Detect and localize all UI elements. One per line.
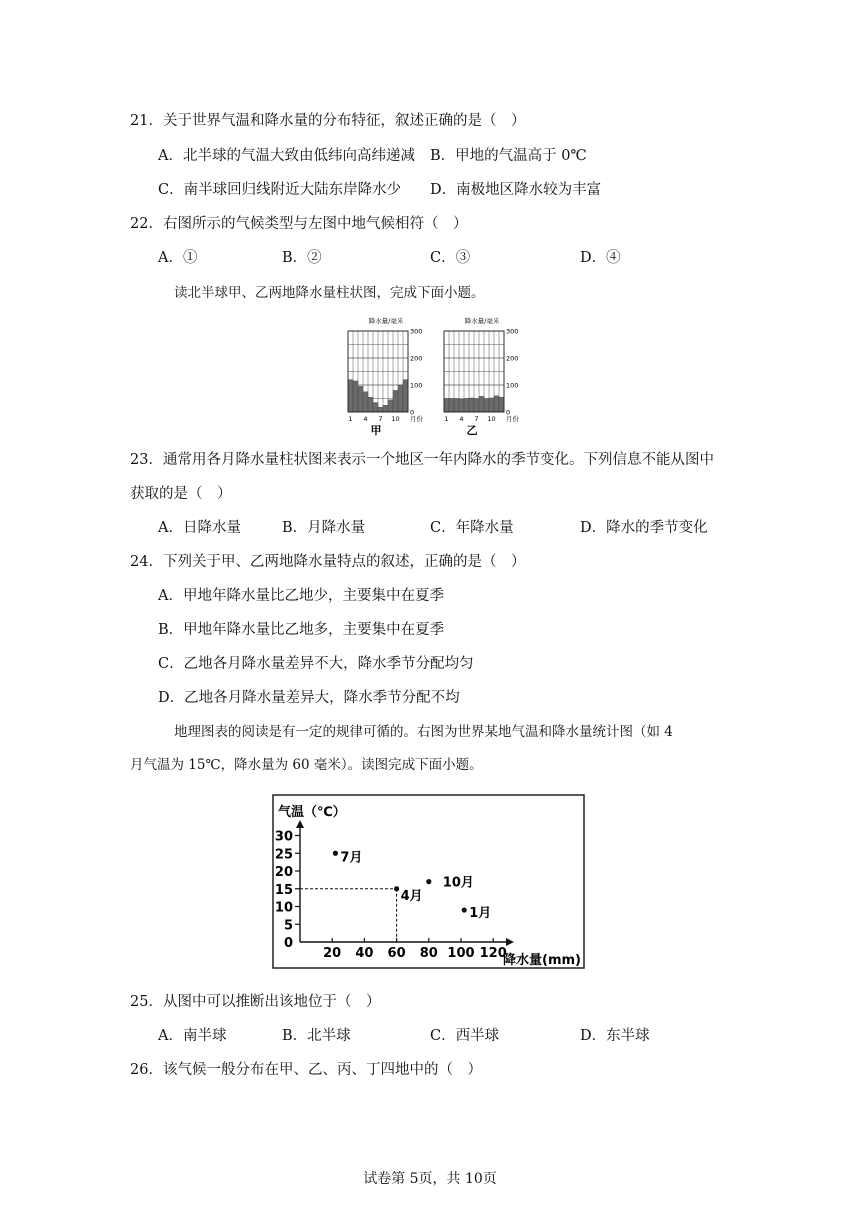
- bar-month-5: [368, 397, 373, 412]
- q23-option-b[interactable]: B．月降水量: [282, 520, 366, 536]
- bar-chart-x-tick: 4: [363, 415, 368, 423]
- scatter-y-tick: 20: [274, 865, 293, 880]
- bar-chart-x-tick: 10: [487, 415, 496, 423]
- bar-month-5: [464, 399, 469, 413]
- scatter-y-tick: 25: [274, 847, 293, 863]
- bar-chart-x-tick: 1: [348, 415, 353, 423]
- scatter-point-label: 10月: [442, 875, 474, 891]
- scatter-ylabel: 气温（℃）: [278, 805, 346, 820]
- bar-month-10: [393, 390, 398, 412]
- q22-option-d[interactable]: D．④: [580, 250, 621, 266]
- bar-chart-xlabel: 月份: [506, 415, 519, 423]
- bar-chart-jia: [348, 316, 424, 437]
- q24-option-b[interactable]: B．甲地年降水量比乙地多，主要集中在夏季: [158, 622, 445, 638]
- scatter-x-tick: 40: [355, 946, 374, 961]
- q21-option-d[interactable]: D．南极地区降水较为丰富: [430, 182, 602, 198]
- scatter-x-tick: 60: [387, 946, 406, 961]
- q25-option-d[interactable]: D．东半球: [580, 1028, 650, 1044]
- q24-option-d[interactable]: D．乙地各月降水量差异大，降水季节分配不均: [158, 690, 460, 706]
- scatter-point-1月: [462, 907, 467, 912]
- bar-month-6: [373, 403, 378, 412]
- scatter-point-10月: [426, 879, 431, 884]
- bar-month-3: [454, 399, 459, 413]
- precipitation-bar-charts: [340, 314, 540, 442]
- bar-chart-y-tick: 0: [410, 408, 415, 417]
- bar-chart-y-tick: 100: [506, 381, 519, 390]
- bar-chart-title: 甲: [370, 424, 382, 437]
- scatter-x-tick: 100: [447, 946, 475, 961]
- bar-month-4: [459, 399, 464, 412]
- bar-month-1: [444, 399, 449, 413]
- q23-stem-line1: 23．通常用各月降水量柱状图来表示一个地区一年内降水的季节变化。下列信息不能从图中: [130, 452, 714, 468]
- q22-option-a[interactable]: A．①: [158, 250, 198, 266]
- bar-month-10: [489, 398, 494, 412]
- bar-chart-x-tick: 10: [391, 415, 400, 423]
- temperature-precipitation-chart: [272, 794, 586, 970]
- bar-chart-x-tick: 1: [444, 415, 449, 423]
- bar-month-1: [348, 380, 353, 412]
- bar-chart-x-tick: 7: [474, 415, 479, 423]
- q21-option-c[interactable]: C．南半球回归线附近大陆东岸降水少: [158, 182, 402, 198]
- bar-chart-y-tick: 200: [506, 354, 519, 363]
- bar-chart-x-tick: 4: [459, 415, 464, 423]
- bar-month-11: [494, 396, 499, 412]
- bar-chart-y-tick: 0: [506, 408, 511, 417]
- q25-option-b[interactable]: B．北半球: [282, 1028, 351, 1044]
- bar-chart-ylabel: 降水量/毫米: [368, 317, 404, 325]
- scatter-y-tick: 0: [283, 936, 293, 951]
- q25-stem: 25．从图中可以推断出该地位于（ ）: [130, 994, 381, 1010]
- bar-chart-xlabel: 月份: [410, 415, 423, 423]
- intro-scatter-line1: 地理图表的阅读是有一定的规律可循的。右图为世界某地气温和降水量统计图（如 4: [174, 724, 673, 740]
- bar-chart-y-tick: 300: [506, 327, 519, 336]
- q24-option-a[interactable]: A．甲地年降水量比乙地少，主要集中在夏季: [158, 588, 444, 604]
- bar-chart-title: 乙: [466, 424, 478, 437]
- q23-option-a[interactable]: A．日降水量: [158, 520, 241, 536]
- scatter-x-tick: 120: [479, 946, 507, 961]
- bar-month-7: [378, 407, 383, 412]
- bar-month-2: [353, 381, 358, 412]
- scatter-point-label: 7月: [340, 850, 363, 866]
- bar-chart-yi: [444, 316, 520, 437]
- q23-stem-line2: 获取的是（ ）: [130, 486, 232, 502]
- scatter-point-label: 1月: [469, 906, 492, 922]
- bar-chart-x-tick: 7: [378, 415, 383, 423]
- bar-month-12: [499, 397, 504, 412]
- bar-month-12: [403, 380, 408, 412]
- q24-stem: 24．下列关于甲、乙两地降水量特点的叙述，正确的是（ ）: [130, 554, 526, 570]
- bar-month-11: [398, 385, 403, 412]
- page-footer: 试卷第 5页，共 10页: [363, 1171, 497, 1187]
- bar-chart-y-tick: 100: [410, 381, 423, 390]
- scatter-point-4月: [394, 886, 399, 891]
- bar-month-4: [363, 392, 368, 412]
- scatter-y-tick: 5: [283, 918, 293, 934]
- q23-option-d[interactable]: D．降水的季节变化: [580, 520, 708, 536]
- intro-scatter-line2: 月气温为 15℃，降水量为 60 毫米）。读图完成下面小题。: [130, 757, 483, 773]
- scatter-x-tick: 80: [419, 946, 438, 961]
- q22-option-c[interactable]: C．③: [430, 250, 471, 266]
- scatter-point-7月: [333, 851, 338, 856]
- q26-stem: 26．该气候一般分布在甲、乙、丙、丁四地中的（ ）: [130, 1062, 482, 1078]
- q25-option-a[interactable]: A．南半球: [158, 1028, 227, 1044]
- bar-month-7: [474, 399, 479, 413]
- scatter-x-tick: 20: [323, 946, 342, 961]
- bar-month-6: [469, 398, 474, 412]
- q21-option-a[interactable]: A．北半球的气温大致由低纬向高纬递减: [158, 148, 415, 164]
- q23-option-c[interactable]: C．年降水量: [430, 520, 514, 536]
- bar-month-9: [484, 399, 489, 413]
- q21-option-b[interactable]: B．甲地的气温高于 0℃: [430, 148, 587, 164]
- scatter-xlabel: 降水量(mm): [503, 953, 581, 968]
- bar-chart-ylabel: 降水量/毫米: [464, 317, 500, 325]
- q22-stem: 22．右图所示的气候类型与左图中地气候相符（ ）: [130, 216, 468, 232]
- q21-stem: 21．关于世界气温和降水量的分布特征，叙述正确的是（ ）: [130, 113, 526, 129]
- q24-option-c[interactable]: C．乙地各月降水量差异不大，降水季节分配均匀: [158, 656, 474, 672]
- q25-option-c[interactable]: C．西半球: [430, 1028, 500, 1044]
- scatter-y-tick: 15: [274, 882, 293, 898]
- q22-option-b[interactable]: B．②: [282, 250, 322, 266]
- bar-chart-y-tick: 200: [410, 354, 423, 363]
- bar-month-9: [388, 400, 393, 412]
- bar-chart-y-tick: 300: [410, 327, 423, 336]
- intro-bar-charts: 读北半球甲、乙两地降水量柱状图，完成下面小题。: [174, 285, 485, 301]
- scatter-point-label: 4月: [400, 888, 423, 904]
- scatter-y-tick: 30: [274, 829, 293, 845]
- bar-month-8: [479, 396, 484, 412]
- bar-month-3: [358, 386, 363, 412]
- bar-month-2: [449, 399, 454, 413]
- scatter-y-tick: 10: [274, 900, 293, 916]
- bar-month-8: [383, 405, 388, 412]
